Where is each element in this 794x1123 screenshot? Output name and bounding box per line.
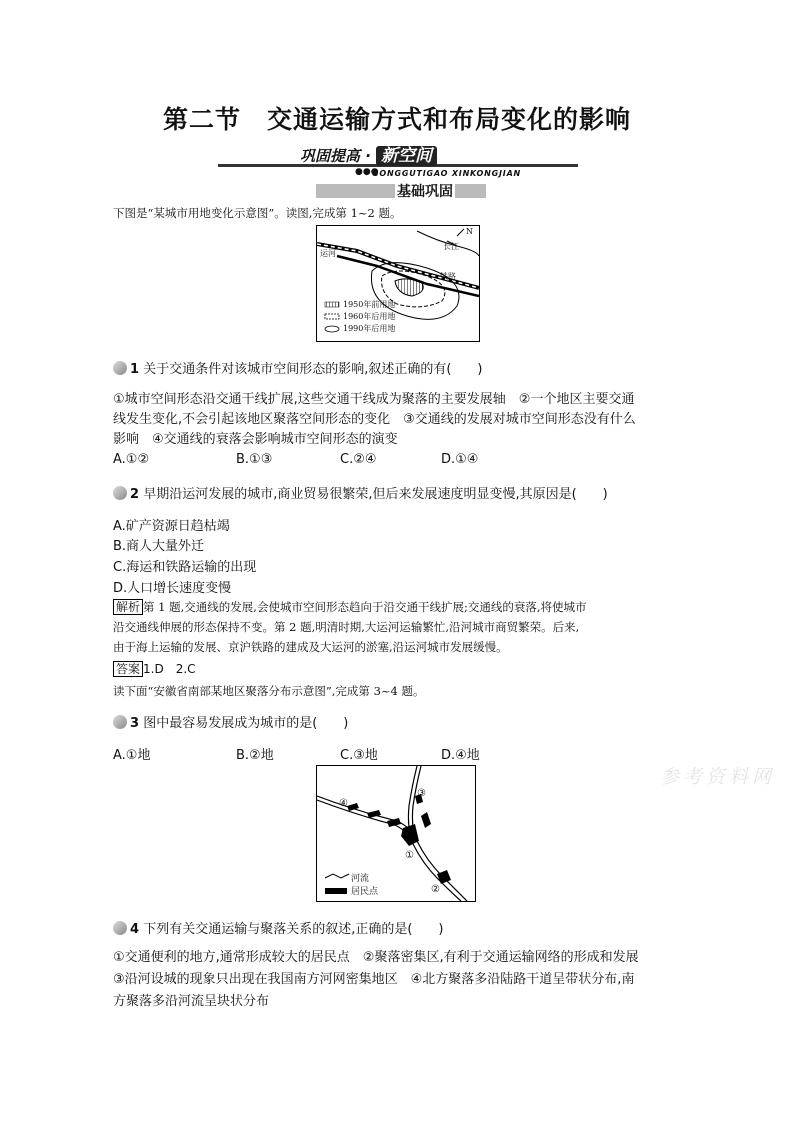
q2-option-b[interactable]: B.商人大量外迁 <box>113 539 205 554</box>
intro-text-1: 下图是“某城市用地变化示意图”。读图,完成第 1~2 题。 <box>113 206 402 220</box>
question-stem: 图中最容易发展成为城市的是( ) <box>143 716 349 731</box>
question-stem: 关于交通条件对该城市空间形态的影响,叙述正确的有( ) <box>143 362 483 377</box>
section-banner <box>300 141 490 165</box>
banner-subtitle: GONGGUTIGAO XINKONGJIAN <box>372 169 522 178</box>
canal-label: 运河 <box>320 249 336 258</box>
question-stem: 下列有关交通运输与聚落关系的叙述,正确的是( ) <box>143 922 444 937</box>
marker-1: ① <box>405 850 414 861</box>
question-number: 2 <box>130 487 140 502</box>
question-3 <box>113 714 348 733</box>
q2-option-c[interactable]: C.海运和铁路运输的出现 <box>113 560 257 575</box>
q3-option-c[interactable]: C.③地 <box>340 748 378 763</box>
legend-settlement-label: 居民点 <box>351 887 379 897</box>
legend-swatch-1960 <box>325 314 339 319</box>
q2-option-a[interactable]: A.矿产资源日趋枯竭 <box>113 519 230 534</box>
q4-statement-1: ①交通便利的地方,通常形成较大的居民点 ②聚落密集区,有利于交通运输网络的形成和发展 <box>113 950 639 965</box>
legend-river-icon <box>325 874 349 878</box>
legend-swatch-1990 <box>325 326 339 332</box>
question-1 <box>113 360 482 379</box>
q1-statement-3: 影响 ④交通线的衰落会影响城市空间形态的演变 <box>113 432 398 447</box>
q4-statement-3: 方聚落多沿河流呈块状分布 <box>113 994 270 1009</box>
north-label: N <box>466 227 473 236</box>
question-bullet-icon <box>113 921 127 935</box>
q3-option-b[interactable]: B.②地 <box>236 748 274 763</box>
legend-swatch-1950 <box>325 302 339 307</box>
answer-label: 答案 <box>113 661 143 677</box>
banner-right-text: 新空间 <box>376 146 437 166</box>
q2-option-d[interactable]: D.人口增长速度变慢 <box>113 581 232 596</box>
settlement-map-figure <box>317 766 475 901</box>
question-stem: 早期沿运河发展的城市,商业贸易很繁荣,但后来发展速度明显变慢,其原因是( ) <box>143 487 608 502</box>
legend-river-label: 河流 <box>351 874 370 884</box>
q1-option-b[interactable]: B.①③ <box>236 452 273 467</box>
q4-statement-2: ③沿河设城的现象只出现在我国南方河网密集地区 ④北方聚落多沿陆路干道呈带状分布,南 <box>113 972 635 987</box>
question-bullet-icon <box>113 361 127 375</box>
marker-3: ③ <box>417 788 426 799</box>
railway-label: 铁路 <box>440 272 456 281</box>
question-2 <box>113 485 608 504</box>
legend-1950-label: 1950年前用地 <box>343 300 396 309</box>
settlement-2 <box>437 870 451 884</box>
question-number: 3 <box>130 716 140 731</box>
marker-4: ④ <box>339 798 348 809</box>
question-bullet-icon <box>113 715 127 729</box>
settlement-3b <box>421 812 431 828</box>
intro-text-2: 读下面“安徽省南部某地区聚落分布示意图”,完成第 3~4 题。 <box>113 684 425 698</box>
settlements-4 <box>347 803 401 827</box>
question-number: 1 <box>130 362 140 377</box>
q1-statement-2: 线发生变化,不会引起该地区聚落空间形态的变化 ③交通线的发展对城市空间形态没有什么 <box>113 412 636 427</box>
watermark: 参考资料网 <box>660 766 776 788</box>
answer-text: 1.D 2.C <box>143 662 196 676</box>
q1-option-d[interactable]: D.①④ <box>441 452 479 467</box>
banner-dots-icon: ●●● <box>355 167 379 177</box>
question-4 <box>113 920 443 939</box>
marker-2: ② <box>431 884 440 895</box>
q3-option-a[interactable]: A.①地 <box>113 748 151 763</box>
q1-option-c[interactable]: C.②④ <box>340 452 377 467</box>
analysis-label: 解析 <box>113 599 143 615</box>
q1-statement-1: ①城市空间形态沿交通干线扩展,这些交通干线成为聚落的主要发展轴 ②一个地区主要交通 <box>113 392 635 407</box>
river-label: 长江 <box>443 242 459 251</box>
analysis-line-1 <box>113 599 586 616</box>
area-1950 <box>395 279 423 296</box>
legend-1990-label: 1990年后用地 <box>343 324 396 333</box>
analysis-line-2: 沿交通线伸展的形态保持不变。第 2 题,明清时期,大运河运输繁忙,沿河城市商贸繁荣。后来, <box>113 620 580 634</box>
settlement-1 <box>401 824 419 846</box>
analysis-text-1: 第 1 题,交通线的发展,会使城市空间形态趋向于沿交通干线扩展;交通线的衰落,将使城市 <box>143 600 587 614</box>
analysis-line-3: 由于海上运输的发展、京沪铁路的建成及大运河的淤塞,沿运河城市发展缓慢。 <box>113 640 508 654</box>
q3-option-d[interactable]: D.④地 <box>441 748 480 763</box>
legend-1960-label: 1960年后用地 <box>343 312 396 321</box>
north-arrow-icon <box>457 229 464 236</box>
question-bullet-icon <box>113 486 127 500</box>
page-title: 第二节 交通运输方式和布局变化的影响 <box>162 105 631 134</box>
q1-option-a[interactable]: A.①② <box>113 452 150 467</box>
banner-left-text: 巩固提高 · <box>300 147 371 165</box>
section-label: 基础巩固 <box>395 181 455 201</box>
city-land-use-map <box>316 225 480 342</box>
settlement-map <box>316 765 476 902</box>
legend-settlement-icon <box>325 888 347 894</box>
question-number: 4 <box>130 922 140 937</box>
answer-line <box>113 661 196 678</box>
